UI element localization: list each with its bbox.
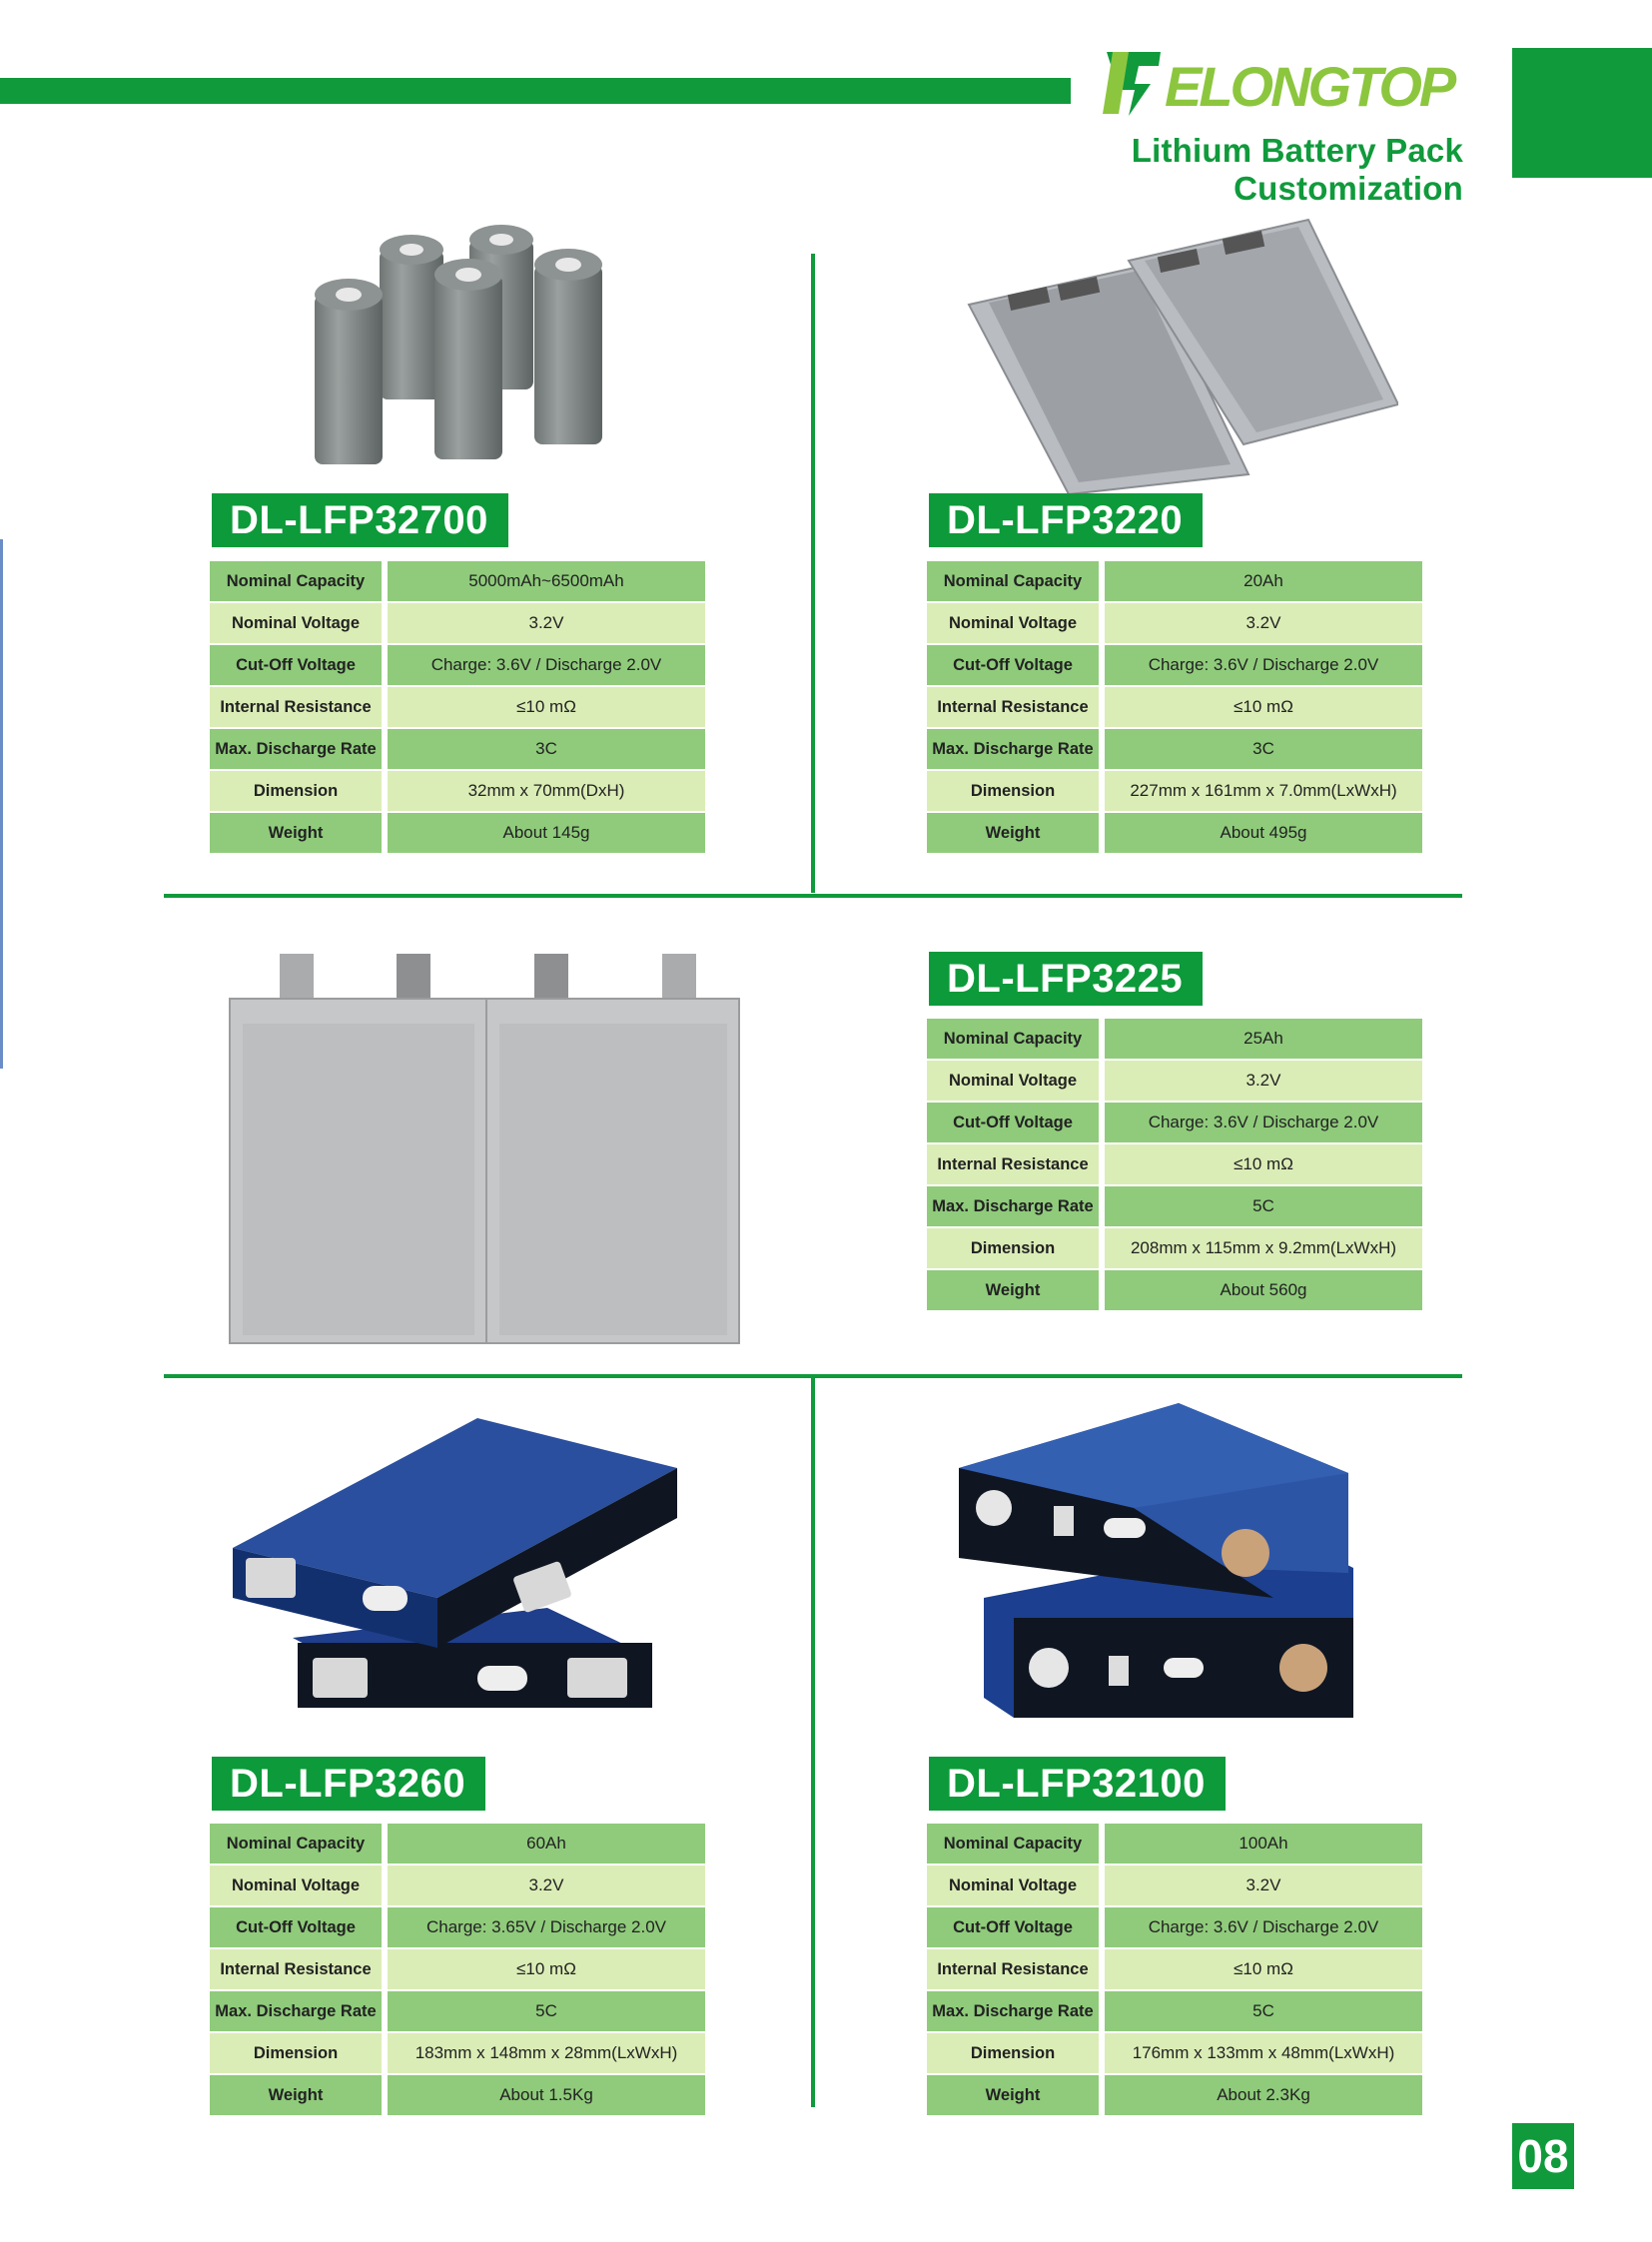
brand-logo [1099, 44, 1478, 124]
spec-row [210, 1949, 705, 1989]
spec-value: 3.2V [388, 1866, 705, 1905]
spec-label: Nominal Capacity [927, 1824, 1105, 1864]
spec-row [927, 1144, 1422, 1184]
divider-vertical-top [811, 254, 815, 893]
model-tag: DL-LFP32700 [212, 493, 508, 547]
spec-row [927, 1824, 1422, 1864]
spec-label: Nominal Capacity [210, 561, 388, 601]
brand-name: ELONGTOP [1165, 55, 1454, 118]
spec-label: Max. Discharge Rate [210, 729, 388, 769]
spec-label: Cut-Off Voltage [210, 1907, 388, 1947]
edge-mark [0, 539, 3, 1069]
spec-label: Nominal Capacity [927, 561, 1105, 601]
spec-label: Nominal Voltage [210, 1866, 388, 1905]
spec-label: Max. Discharge Rate [927, 1186, 1105, 1226]
spec-value: About 1.5Kg [388, 2075, 705, 2115]
spec-row [927, 1907, 1422, 1947]
spec-value: 183mm x 148mm x 28mm(LxWxH) [388, 2033, 705, 2073]
spec-value: ≤10 mΩ [388, 1949, 705, 1989]
spec-label: Nominal Voltage [927, 1866, 1105, 1905]
spec-value: Charge: 3.6V / Discharge 2.0V [1105, 645, 1422, 685]
spec-value: 3C [388, 729, 705, 769]
spec-table [210, 559, 705, 855]
product-photo-cylindrical [310, 225, 639, 479]
spec-row [927, 1061, 1422, 1101]
product-photo-pouch [959, 195, 1398, 494]
spec-value: 5C [1105, 1991, 1422, 2031]
spec-value: About 2.3Kg [1105, 2075, 1422, 2115]
spec-row [210, 1991, 705, 2031]
spec-value: 20Ah [1105, 561, 1422, 601]
spec-row [927, 2033, 1422, 2073]
spec-label: Internal Resistance [210, 1949, 388, 1989]
spec-value: 3.2V [1105, 603, 1422, 643]
spec-row [927, 645, 1422, 685]
spec-value: ≤10 mΩ [1105, 1144, 1422, 1184]
spec-label: Dimension [210, 2033, 388, 2073]
spec-row [210, 603, 705, 643]
spec-row [210, 771, 705, 811]
spec-label: Nominal Voltage [927, 1061, 1105, 1101]
spec-row [927, 687, 1422, 727]
spec-label: Max. Discharge Rate [927, 1991, 1105, 2031]
product-photo-prismatic-thick [954, 1398, 1363, 1728]
spec-label: Internal Resistance [210, 687, 388, 727]
spec-value: ≤10 mΩ [1105, 1949, 1422, 1989]
spec-value: 3.2V [388, 603, 705, 643]
spec-row [927, 1949, 1422, 1989]
spec-label: Weight [210, 813, 388, 853]
spec-label: Cut-Off Voltage [927, 1103, 1105, 1142]
spec-label: Nominal Capacity [210, 1824, 388, 1864]
spec-label: Dimension [210, 771, 388, 811]
model-tag: DL-LFP3220 [929, 493, 1203, 547]
spec-row [210, 1907, 705, 1947]
spec-value: 32mm x 70mm(DxH) [388, 771, 705, 811]
model-tag: DL-LFP3225 [929, 952, 1203, 1006]
spec-row [927, 771, 1422, 811]
divider-vertical-bottom [811, 1378, 815, 2107]
spec-row [927, 1991, 1422, 2031]
spec-value: Charge: 3.6V / Discharge 2.0V [388, 645, 705, 685]
model-tag: DL-LFP32100 [929, 1757, 1226, 1811]
spec-value: 60Ah [388, 1824, 705, 1864]
spec-label: Max. Discharge Rate [210, 1991, 388, 2031]
spec-value: Charge: 3.65V / Discharge 2.0V [388, 1907, 705, 1947]
spec-row [927, 561, 1422, 601]
spec-value: 3.2V [1105, 1061, 1422, 1101]
spec-label: Nominal Voltage [210, 603, 388, 643]
spec-label: Internal Resistance [927, 1144, 1105, 1184]
divider-horizontal-1 [164, 894, 1462, 898]
spec-label: Dimension [927, 1228, 1105, 1268]
spec-value: 25Ah [1105, 1019, 1422, 1059]
spec-row [927, 1186, 1422, 1226]
spec-label: Weight [210, 2075, 388, 2115]
page-number: 08 [1512, 2123, 1574, 2189]
spec-value: Charge: 3.6V / Discharge 2.0V [1105, 1103, 1422, 1142]
product-photo-pouch-upright [225, 949, 744, 1348]
spec-row [927, 1270, 1422, 1310]
spec-value: 3C [1105, 729, 1422, 769]
spec-table [927, 1822, 1422, 2117]
spec-row [210, 687, 705, 727]
spec-row [927, 1228, 1422, 1268]
spec-row [927, 1103, 1422, 1142]
spec-value: 3.2V [1105, 1866, 1422, 1905]
spec-value: 5C [1105, 1186, 1422, 1226]
spec-value: About 560g [1105, 1270, 1422, 1310]
spec-value: 5C [388, 1991, 705, 2031]
spec-value: 100Ah [1105, 1824, 1422, 1864]
spec-value: 5000mAh~6500mAh [388, 561, 705, 601]
spec-row [927, 1866, 1422, 1905]
spec-row [210, 561, 705, 601]
spec-value: 227mm x 161mm x 7.0mm(LxWxH) [1105, 771, 1422, 811]
spec-label: Internal Resistance [927, 1949, 1105, 1989]
spec-value: About 495g [1105, 813, 1422, 853]
spec-label: Max. Discharge Rate [927, 729, 1105, 769]
spec-label: Nominal Voltage [927, 603, 1105, 643]
model-tag: DL-LFP3260 [212, 1757, 485, 1811]
spec-value: ≤10 mΩ [388, 687, 705, 727]
spec-row [210, 2075, 705, 2115]
spec-label: Cut-Off Voltage [210, 645, 388, 685]
spec-row [210, 1866, 705, 1905]
spec-row [927, 2075, 1422, 2115]
spec-row [210, 729, 705, 769]
tagline: Lithium Battery Pack Customization [1131, 132, 1463, 207]
spec-row [210, 2033, 705, 2073]
spec-row [927, 1019, 1422, 1059]
spec-label: Weight [927, 813, 1105, 853]
spec-row [210, 1824, 705, 1864]
spec-row [927, 813, 1422, 853]
spec-value: 208mm x 115mm x 9.2mm(LxWxH) [1105, 1228, 1422, 1268]
spec-row [927, 603, 1422, 643]
corner-block [1512, 48, 1652, 178]
spec-table [927, 559, 1422, 855]
spec-row [927, 729, 1422, 769]
spec-label: Nominal Capacity [927, 1019, 1105, 1059]
product-photo-prismatic [228, 1408, 687, 1728]
spec-value: Charge: 3.6V / Discharge 2.0V [1105, 1907, 1422, 1947]
spec-value: ≤10 mΩ [1105, 687, 1422, 727]
spec-value: 176mm x 133mm x 48mm(LxWxH) [1105, 2033, 1422, 2073]
spec-label: Dimension [927, 2033, 1105, 2073]
spec-label: Internal Resistance [927, 687, 1105, 727]
spec-label: Weight [927, 2075, 1105, 2115]
spec-label: Weight [927, 1270, 1105, 1310]
spec-value: About 145g [388, 813, 705, 853]
spec-table [210, 1822, 705, 2117]
spec-row [210, 813, 705, 853]
spec-row [210, 645, 705, 685]
spec-label: Dimension [927, 771, 1105, 811]
header-bar [0, 78, 1071, 104]
spec-label: Cut-Off Voltage [927, 645, 1105, 685]
spec-table [927, 1017, 1422, 1312]
spec-label: Cut-Off Voltage [927, 1907, 1105, 1947]
